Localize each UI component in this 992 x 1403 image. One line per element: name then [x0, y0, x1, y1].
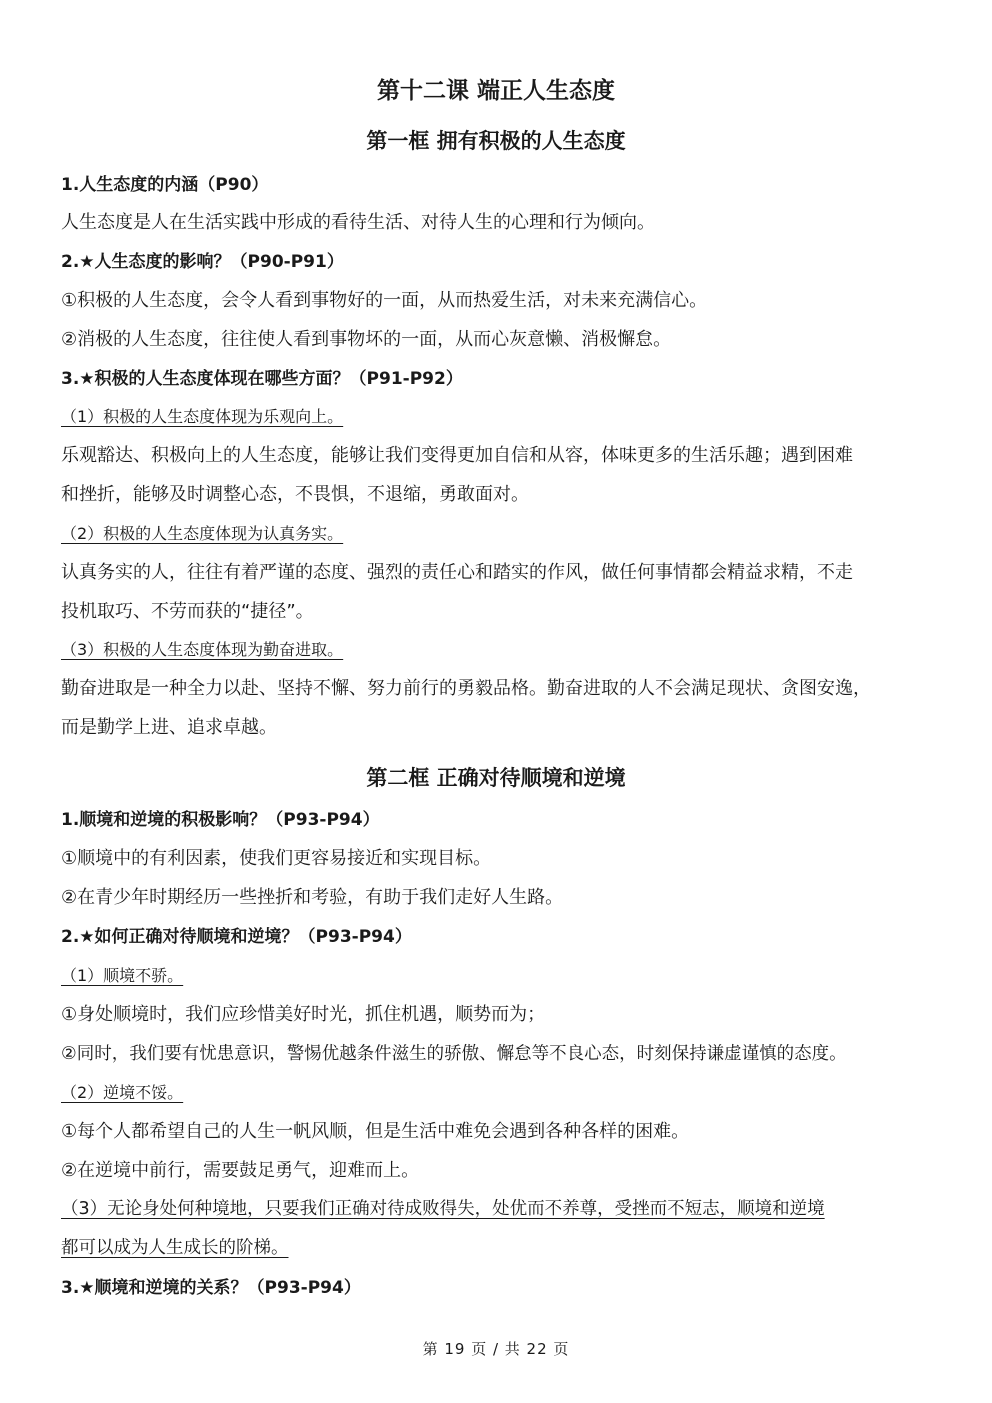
s1-q3-point-1: （1）积极的人生态度体现为乐观向上。	[61, 407, 344, 426]
s2-q2-point-1: （1）顺境不骄。	[61, 966, 184, 985]
s2-q2-point-2-answer-2: ②在逆境中前行，需要鼓足勇气，迎难而上。	[61, 1160, 420, 1181]
s1-q3-point-2-text-2: 投机取巧、不劳而获的“捷径”。	[61, 601, 314, 622]
section2-heading: 第二框 正确对待顺境和逆境	[366, 766, 626, 790]
s2-question-1: 1.顺境和逆境的积极影响？（P93-P94）	[61, 810, 380, 830]
page-number-footer: 第 19 页 / 共 22 页	[422, 1340, 570, 1358]
s2-question-3: 3.★顺境和逆境的关系？（P93-P94）	[61, 1278, 361, 1298]
s2-q2-point-2-answer-1: ①每个人都希望自己的人生一帆风顺，但是生活中难免会遇到各种各样的困难。	[61, 1121, 690, 1142]
s1-q2-answer-2: ②消极的人生态度，往往使人看到事物坏的一面，从而心灰意懒、消极懈怠。	[61, 329, 672, 350]
s1-q2-answer-1: ①积极的人生态度，会令人看到事物好的一面，从而热爱生活，对未来充满信心。	[61, 290, 708, 311]
s1-q3-point-3-text-2: 而是勤学上进、追求卓越。	[61, 717, 277, 738]
s2-q2-point-3-line-1: （3）无论身处何种境地，只要我们正确对待成败得失，处优而不养尊，受挫而不短志，顺境和逆境	[61, 1199, 825, 1219]
s2-q1-answer-2: ②在青少年时期经历一些挫折和考验，有助于我们走好人生路。	[61, 887, 564, 908]
s1-q1-answer: 人生态度是人在生活实践中形成的看待生活、对待人生的心理和行为倾向。	[61, 212, 655, 233]
s2-question-2: 2.★如何正确对待顺境和逆境？（P93-P94）	[61, 927, 412, 947]
lesson-title: 第十二课 端正人生态度	[376, 78, 615, 104]
s1-question-1: 1.人生态度的内涵（P90）	[61, 175, 269, 195]
s1-question-3: 3.★积极的人生态度体现在哪些方面？（P91-P92）	[61, 369, 463, 389]
s2-q1-answer-1: ①顺境中的有利因素，使我们更容易接近和实现目标。	[61, 848, 492, 869]
s2-q2-point-1-answer-1: ①身处顺境时，我们应珍惜美好时光，抓住机遇，顺势而为；	[61, 1004, 546, 1025]
s1-q3-point-3: （3）积极的人生态度体现为勤奋进取。	[61, 640, 344, 659]
s2-q2-point-3-line-2: 都可以成为人生成长的阶梯。	[61, 1238, 289, 1258]
s1-q3-point-1-text-2: 和挫折，能够及时调整心态，不畏惧，不退缩，勇敢面对。	[61, 484, 529, 505]
s1-q3-point-1-text-1: 乐观豁达、积极向上的人生态度，能够让我们变得更加自信和从容，体味更多的生活乐趣；遇到困难	[61, 445, 853, 466]
s1-q3-point-2: （2）积极的人生态度体现为认真务实。	[61, 524, 344, 543]
section1-heading: 第一框 拥有积极的人生态度	[366, 129, 626, 153]
s1-q3-point-3-text-1: 勤奋进取是一种全力以赴、坚持不懈、努力前行的勇毅品格。勤奋进取的人不会满足现状、贪图安逸，	[61, 678, 871, 699]
s2-q2-point-2: （2）逆境不馁。	[61, 1083, 184, 1102]
s1-q3-point-2-text-1: 认真务实的人，往往有着严谨的态度、强烈的责任心和踏实的作风，做任何事情都会精益求精，不走	[61, 562, 853, 583]
s1-question-2: 2.★人生态度的影响？（P90-P91）	[61, 252, 344, 272]
s2-q2-point-1-answer-2: ②同时，我们要有忧患意识，警惕优越条件滋生的骄傲、懈怠等不良心态，时刻保持谦虚谨慎的态度。	[61, 1044, 847, 1064]
